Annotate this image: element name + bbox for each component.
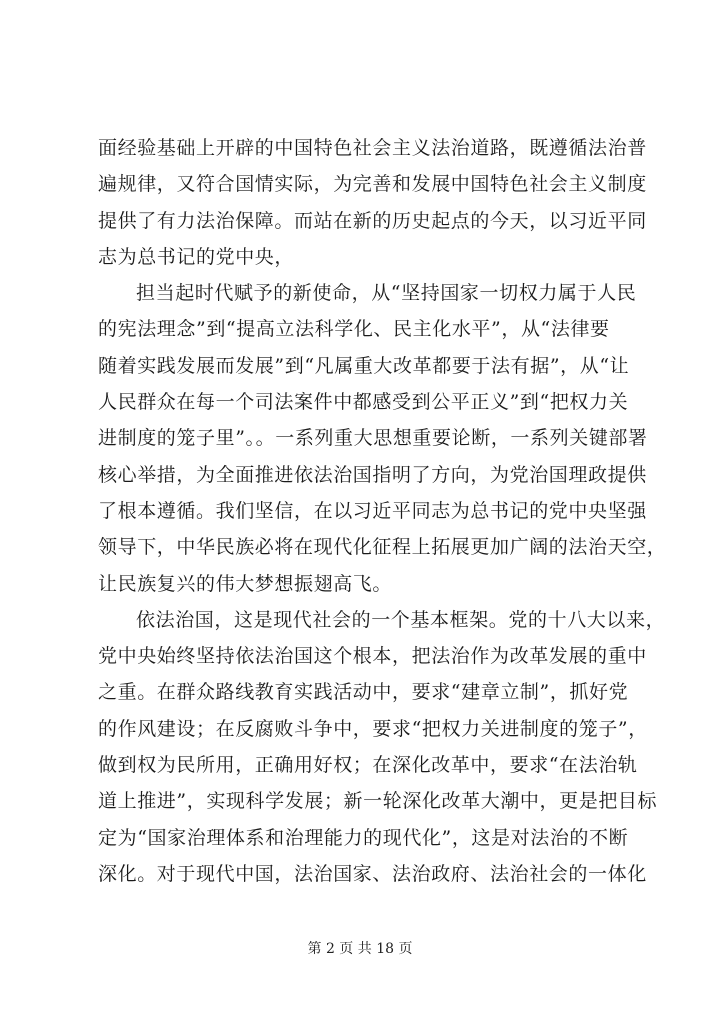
text-line: 领导下，中华民族必将在现代化征程上拓展更加广阔的法治天空，	[98, 536, 667, 559]
paragraph-start-line: 依法治国，这是现代社会的一个基本框架。党的十八大以来，	[136, 608, 666, 631]
body-text	[98, 130, 667, 892]
paragraph-start-line: 担当起时代赋予的新使命，从“坚持国家一切权力属于人民	[136, 282, 637, 305]
text-line: 核心举措，为全面推进依法治国指明了方向，为党治国理政提供	[98, 463, 647, 486]
text-line: 的作风建设；在反腐败斗争中，要求“把权力关进制度的笼子”，	[98, 717, 648, 740]
text-line: 人民群众在每一个司法案件中都感受到公平正义”到“把权力关	[98, 391, 629, 414]
text-line: 了根本遵循。我们坚信，在以习近平同志为总书记的党中央坚强	[98, 499, 647, 522]
text-line: 深化。对于现代中国，法治国家、法治政府、法治社会的一体化	[98, 862, 647, 885]
text-line: 道上推进”，实现科学发展；新一轮深化改革大潮中，更是把目标	[98, 790, 658, 813]
text-line: 做到权为民所用，正确用好权；在深化改革中，要求“在法治轨	[98, 754, 638, 777]
text-line: 定为“国家治理体系和治理能力的现代化”，这是对法治的不断	[98, 826, 629, 849]
text-line: 党中央始终坚持依法治国这个根本，把法治作为改革发展的重中	[98, 645, 647, 668]
page-number-footer: 第 2 页 共 18 页	[307, 941, 413, 957]
text-line: 遍规律，又符合国情实际，为完善和发展中国特色社会主义制度	[98, 173, 647, 196]
text-line: 志为总书记的党中央，	[98, 245, 295, 268]
text-line: 提供了有力法治保障。而站在新的历史起点的今天，以习近平同	[98, 209, 647, 232]
text-line: 之重。在群众路线教育实践活动中，要求“建章立制”，抓好党	[98, 681, 629, 704]
text-line: 面经验基础上开辟的中国特色社会主义法治道路，既遵循法治普	[98, 137, 647, 159]
text-line: 进制度的笼子里”。。一系列重大思想重要论断，一系列关键部署	[98, 427, 648, 450]
text-line: 随着实践发展而发展”到“凡属重大改革都要于法有据”，从“让	[98, 354, 630, 377]
text-line: 让民族复兴的伟大梦想振翅高飞。	[98, 572, 393, 595]
text-line: 的宪法理念”到“提高立法科学化、民主化水平”，从“法律要	[98, 318, 610, 341]
